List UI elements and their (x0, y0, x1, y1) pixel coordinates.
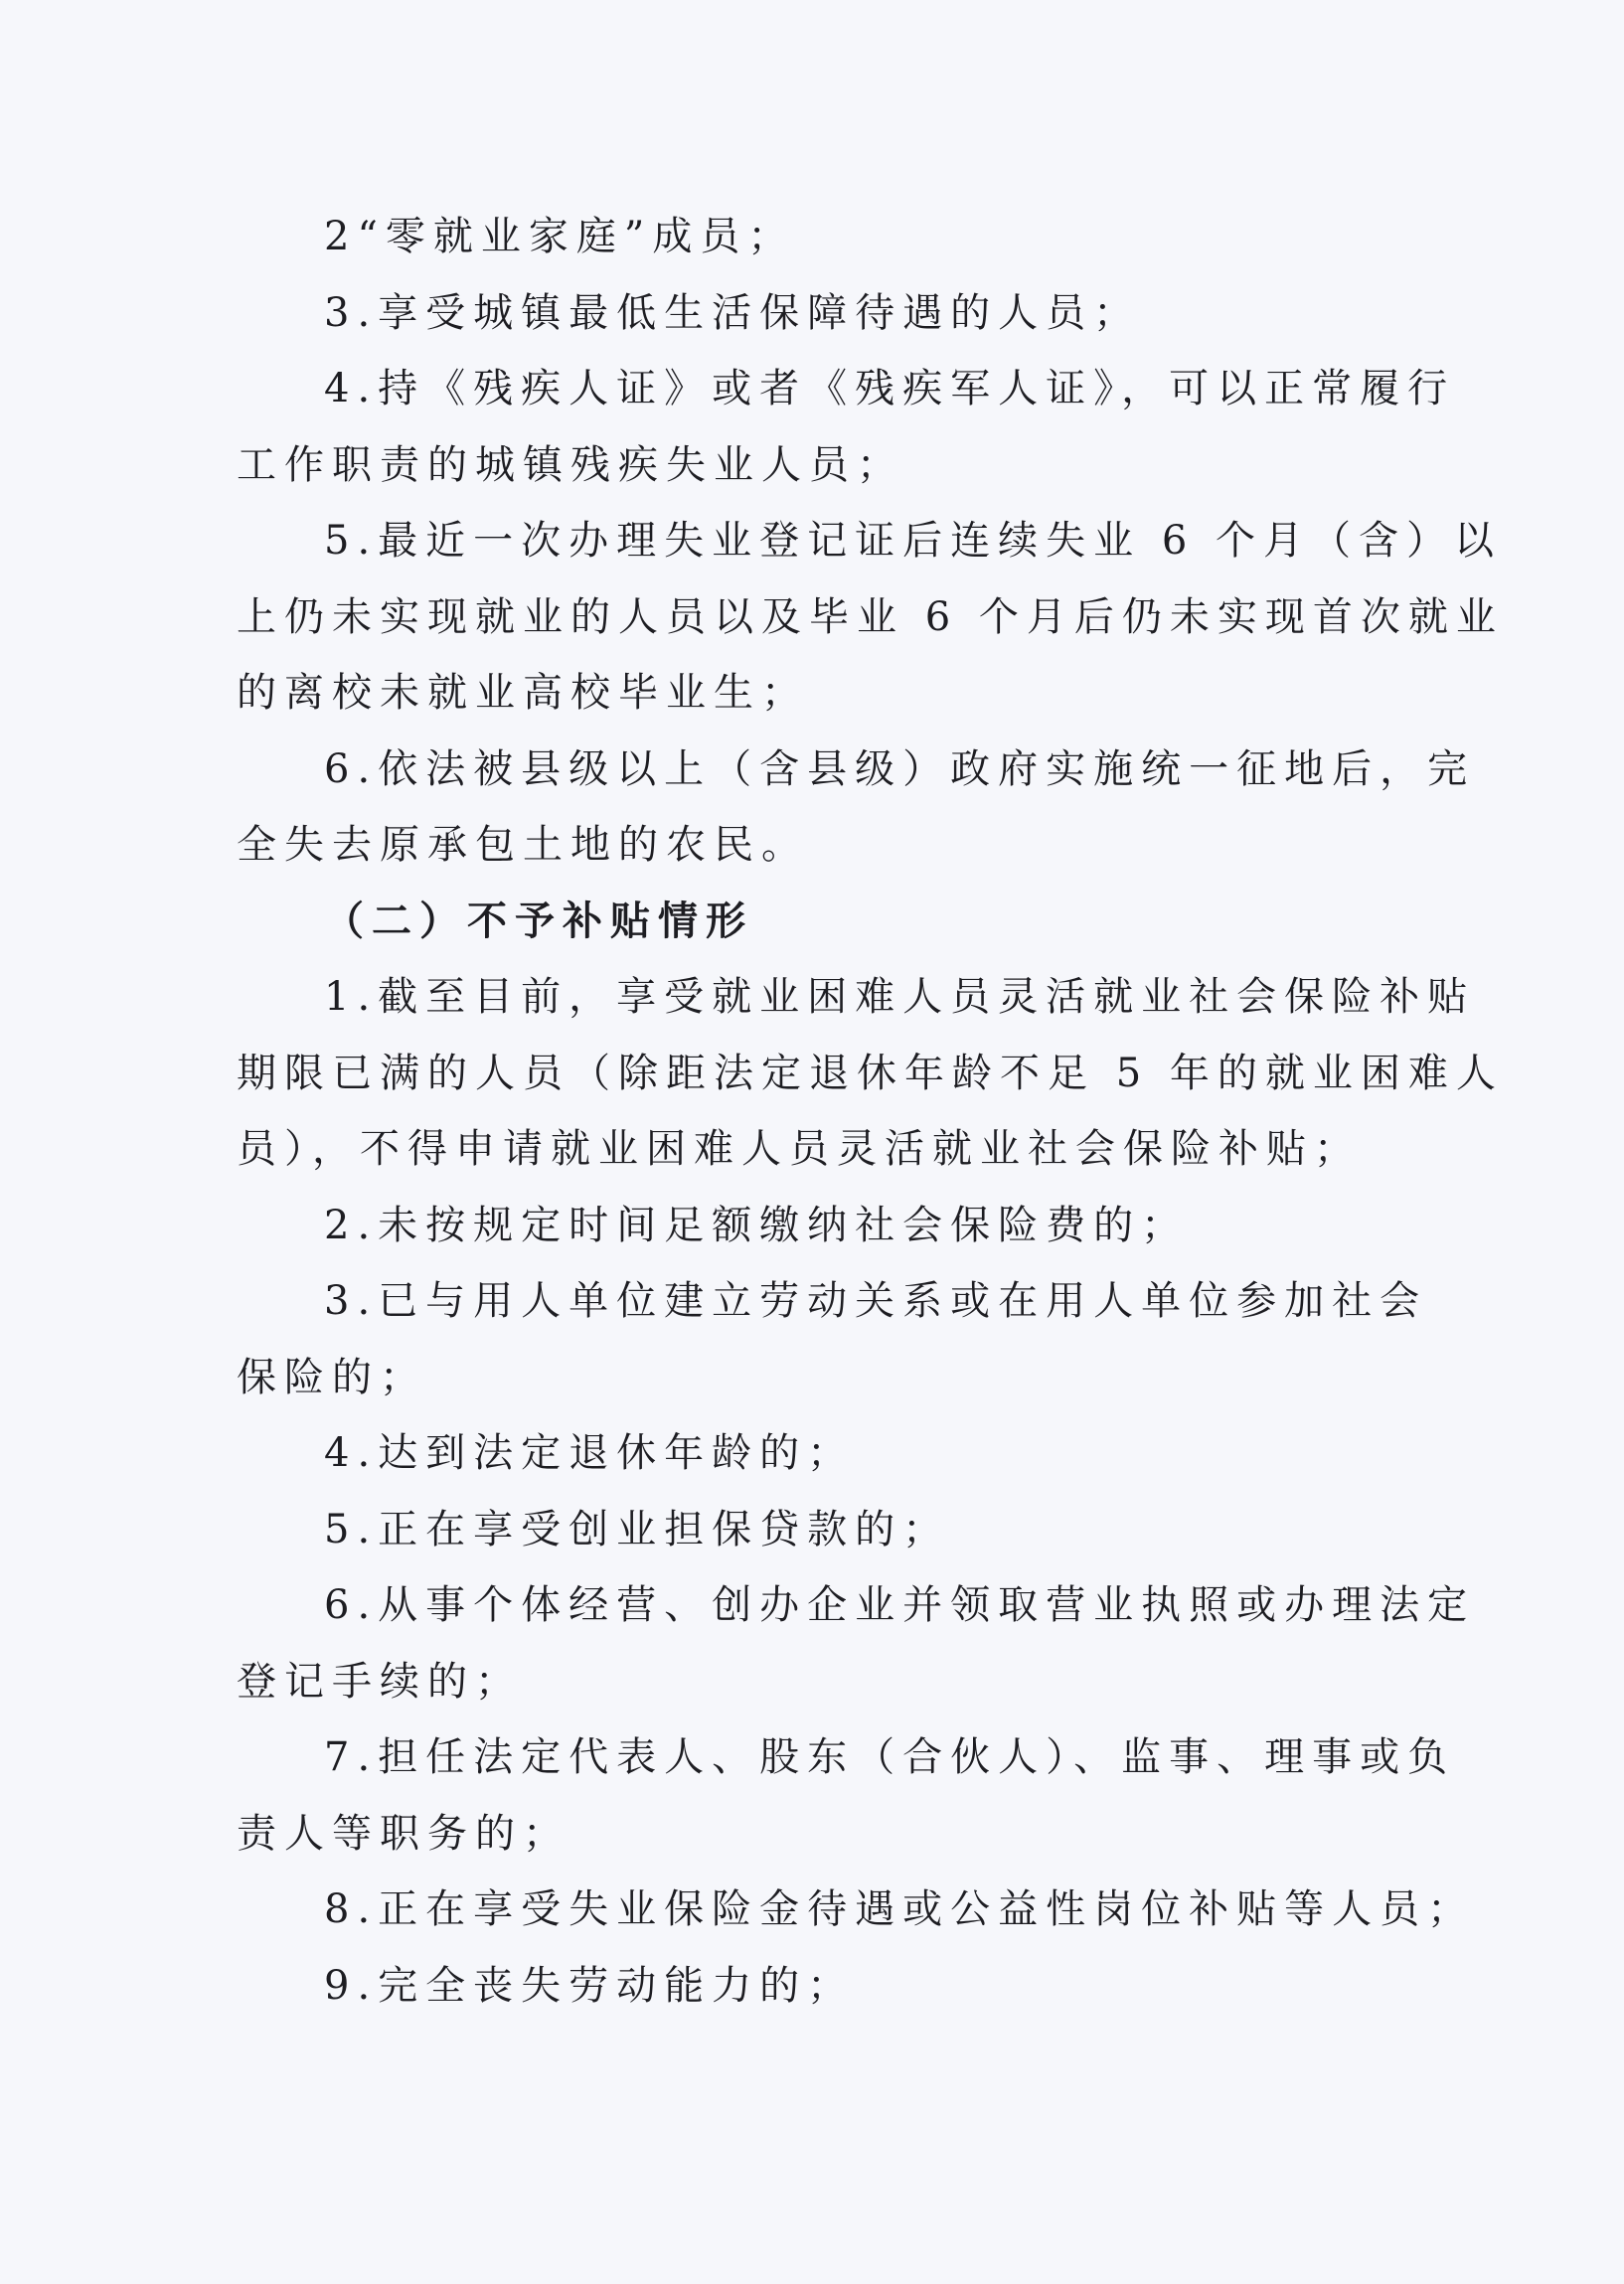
list-item-business-license-cont: 登记手续的； (237, 1658, 523, 1705)
list-item-unemployed-six-months-cont: 上仍未实现就业的人员以及毕业 6 个月后仍未实现首次就业 (237, 593, 1504, 640)
list-item-unemployed-six-months: 5.最近一次办理失业登记证后连续失业 6 个月（含）以 (324, 518, 1503, 564)
list-item-retirement-age: 4.达到法定退休年龄的； (324, 1430, 856, 1476)
list-item-subsidy-expired-cont: 期限已满的人员（除距法定退休年龄不足 5 年的就业困难人 (237, 1050, 1504, 1096)
list-item-minimum-living-security: 3.享受城镇最低生活保障待遇的人员； (324, 289, 1142, 336)
list-item-subsidy-expired-cont2: 员），不得申请就业困难人员灵活就业社会保险补贴； (237, 1126, 1362, 1172)
list-item-land-expropriation: 6.依法被县级以上（含县级）政府实施统一征地后，完 (324, 745, 1476, 792)
document-body (237, 199, 1504, 2024)
list-item-disability-certificate: 4.持《残疾人证》或者《残疾军人证》，可以正常履行 (324, 366, 1456, 411)
list-item-startup-loan: 5.正在享受创业担保贷款的； (324, 1506, 951, 1552)
list-item-unpaid-insurance: 2.未按规定时间足额缴纳社会保险费的； (324, 1202, 1190, 1248)
list-item-land-expropriation-cont: 全失去原承包土地的农民。 (237, 822, 809, 868)
list-item-unemployment-benefits: 8.正在享受失业保险金待遇或公益性岗位补贴等人员； (324, 1886, 1476, 1932)
list-item-business-license: 6.从事个体经营、创办企业并领取营业执照或办理法定 (324, 1582, 1476, 1628)
list-item-subsidy-expired: 1.截至目前，享受就业困难人员灵活就业社会保险补贴 (324, 974, 1476, 1020)
list-item-legal-representative-cont: 责人等职务的； (237, 1810, 570, 1857)
list-item-disability-certificate-cont: 工作职责的城镇残疾失业人员； (237, 441, 904, 488)
list-item-labor-relationship: 3.已与用人单位建立劳动关系或在用人单位参加社会 (324, 1278, 1428, 1324)
list-item-legal-representative: 7.担任法定代表人、股东（合伙人）、监事、理事或负 (324, 1734, 1456, 1780)
section-heading-no-subsidy: （二）不予补贴情形 (324, 897, 753, 944)
list-item-unemployed-six-months-cont2: 的离校未就业高校毕业生； (237, 670, 809, 716)
list-item-zero-employment-family: 2“零就业家庭”成员； (324, 214, 796, 259)
list-item-labor-relationship-cont: 保险的； (237, 1354, 427, 1400)
list-item-disabled-fully: 9.完全丧失劳动能力的； (324, 1962, 856, 2009)
